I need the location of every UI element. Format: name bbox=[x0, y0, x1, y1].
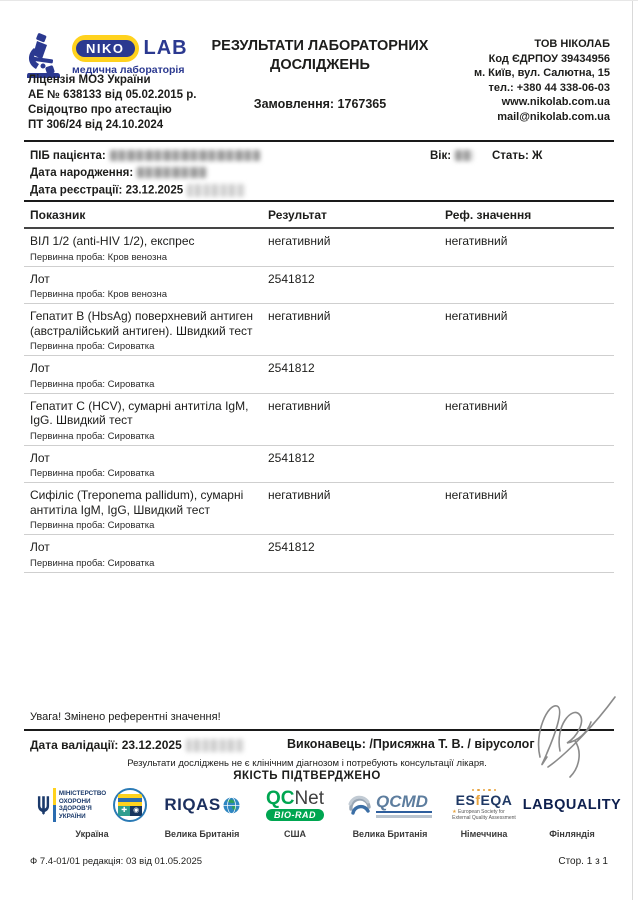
col-header-result: Результат bbox=[268, 208, 327, 222]
test-name: Гепатит С (HCV), сумарні антитіла IgM, IgG. Швидкий тест bbox=[30, 398, 249, 427]
license-line: ПТ 306/24 від 24.10.2024 bbox=[28, 119, 164, 131]
scan-edge-line bbox=[632, 1, 633, 900]
report-title bbox=[196, 37, 444, 75]
validation-row bbox=[30, 738, 244, 752]
table-row bbox=[24, 446, 614, 484]
qcnet-net: Net bbox=[294, 788, 325, 809]
brand-niko: NIKO bbox=[76, 40, 135, 57]
table-row bbox=[24, 229, 614, 267]
test-ref: негативний bbox=[445, 488, 508, 502]
biorad-pill: BIO-RAD bbox=[266, 809, 324, 821]
company-edrpou: Код ЄДРПОУ 39434956 bbox=[488, 52, 610, 65]
quality-confirmed-title: ЯКІСТЬ ПІДТВЕРДЖЕНО bbox=[233, 770, 381, 782]
patient-reg-row bbox=[30, 184, 614, 198]
patient-age-label: Вік: bbox=[430, 150, 452, 162]
test-name: Лот bbox=[30, 540, 50, 554]
moh-flag-bar bbox=[53, 788, 56, 822]
niko-pill bbox=[72, 35, 139, 62]
brand-tagline: медична лабораторія bbox=[72, 64, 185, 76]
logo-country: Німеччина bbox=[460, 829, 508, 839]
sample-type: Первинна проба: Сироватка bbox=[30, 557, 155, 569]
test-result: 2541812 bbox=[268, 271, 315, 286]
table-row bbox=[24, 483, 614, 535]
test-ref: негативний bbox=[445, 234, 508, 248]
logo-country: Фінляндія bbox=[549, 829, 595, 839]
test-ref: негативний bbox=[445, 398, 508, 413]
patient-birth-redacted bbox=[137, 167, 207, 178]
patient-reg-label: Дата реєстрації: bbox=[30, 184, 123, 197]
test-name: Лот bbox=[30, 361, 50, 375]
patient-name-row bbox=[30, 150, 614, 164]
company-phone: тел.: +380 44 338-06-03 bbox=[488, 81, 610, 94]
company-email: mail@nikolab.com.ua bbox=[497, 110, 610, 123]
brand-wordmark bbox=[72, 35, 188, 62]
qcmd-subtext-bar bbox=[376, 815, 432, 818]
test-result: 2541812 bbox=[268, 450, 315, 465]
logo-country: США bbox=[283, 829, 307, 839]
esfeqa-subtext-line: External Quality Assessment bbox=[452, 815, 516, 822]
col-header-reference: Реф. значення bbox=[445, 208, 532, 222]
validation-date: 23.12.2025 bbox=[121, 738, 182, 752]
logo-riqas bbox=[148, 783, 256, 839]
logo-qcmd bbox=[338, 783, 442, 839]
moh-text-line: ОХОРОНИ bbox=[58, 797, 91, 805]
col-header-indicator: Показник bbox=[30, 208, 86, 222]
table-row bbox=[24, 356, 614, 394]
logo-moh-ukraine bbox=[26, 783, 158, 839]
logo-country: Велика Британія bbox=[164, 829, 240, 839]
esfeqa-es: ES bbox=[455, 792, 476, 809]
table-row bbox=[24, 535, 614, 573]
company-info bbox=[474, 37, 610, 124]
sample-type: Первинна проба: Сироватка bbox=[30, 520, 155, 531]
patient-name-label: ПІБ пацієнта: bbox=[30, 150, 106, 162]
logo-country: Україна bbox=[75, 829, 109, 839]
license-block bbox=[28, 73, 197, 133]
test-name: ВІЛ 1/2 (anti-HIV 1/2), експрес bbox=[30, 234, 195, 248]
patient-birth-row bbox=[30, 167, 614, 181]
validation-label: Дата валідації: bbox=[30, 738, 119, 752]
sample-type: Первинна проба: Кров венозна bbox=[30, 289, 167, 300]
test-result: 2541812 bbox=[268, 361, 315, 375]
form-reference: Ф 7.4-01/01 редакція: 03 від 01.05.2025 bbox=[30, 856, 203, 867]
test-name: Гепатит В (HbsAg) поверхневий антиген (австралійський антиген). Швидкий тест bbox=[30, 309, 253, 338]
qcnet-qc: QC bbox=[265, 788, 295, 809]
table-row bbox=[24, 394, 614, 446]
sample-type: Первинна проба: Сироватка bbox=[30, 378, 155, 390]
page-number: Стор. 1 з 1 bbox=[558, 856, 608, 867]
moh-text bbox=[59, 790, 106, 820]
license-line: Ліцензія МОЗ України bbox=[28, 74, 151, 86]
patient-section bbox=[24, 140, 614, 201]
table-row bbox=[24, 304, 614, 356]
results-table bbox=[24, 200, 614, 573]
table-row bbox=[24, 267, 614, 305]
moh-text-line: ЗДОРОВ'Я bbox=[58, 805, 92, 812]
disclaimer-text: Результати досліджень не є клінічним діагнозом і потребують консультації лікаря. bbox=[127, 758, 487, 769]
sample-type: Первинна проба: Сироватка bbox=[30, 468, 155, 479]
logo-country: Велика Британія bbox=[352, 829, 428, 839]
qcmd-wordmark: QCMD bbox=[376, 792, 432, 813]
qcmd-swirl-icon bbox=[348, 793, 372, 817]
patient-age-row bbox=[430, 150, 473, 162]
esfeqa-subtext: ★ European Society for External Quality Assessment bbox=[452, 809, 516, 822]
tryzub-icon bbox=[37, 796, 50, 815]
report-title-line2: ДОСЛІДЖЕНЬ bbox=[270, 57, 370, 73]
brand-lab: LAB bbox=[143, 37, 188, 59]
test-name: Сифіліс (Treponema pallidum), сумарні антитіла IgM, IgG, Швидкий тест bbox=[30, 488, 244, 517]
test-result: негативний bbox=[268, 234, 331, 248]
esfeqa-subtext-line: European Society for bbox=[458, 809, 505, 816]
company-address: м. Київ, вул. Салютна, 15 bbox=[473, 67, 610, 79]
patient-birth-label: Дата народження: bbox=[30, 167, 134, 179]
patient-reg-date: 23.12.2025 bbox=[125, 184, 184, 197]
test-result: негативний bbox=[268, 309, 331, 323]
esfeqa-f: f bbox=[475, 792, 481, 809]
moh-text-line: МІНІСТЕРСТВО bbox=[58, 790, 107, 797]
table-header-row bbox=[24, 202, 614, 229]
esfeqa-eqa: EQA bbox=[480, 792, 513, 809]
test-result: 2541812 bbox=[268, 540, 315, 554]
executor-line: Виконавець: /Присяжна Т. В. / вірусолог bbox=[287, 737, 535, 751]
logo-labquality bbox=[522, 783, 622, 839]
company-name: ТОВ НІКОЛАБ bbox=[534, 38, 610, 50]
patient-reg-time-redacted bbox=[187, 184, 245, 197]
esfeqa-dots bbox=[472, 789, 497, 792]
order-number: Замовлення: 1767365 bbox=[253, 97, 387, 111]
sample-type: Первинна проба: Сироватка bbox=[30, 341, 155, 352]
company-website: www.nikolab.com.ua bbox=[501, 96, 610, 108]
moh-text-line: УКРАЇНИ bbox=[58, 812, 86, 820]
globe-icon bbox=[223, 797, 240, 814]
riqas-wordmark: RIQAS bbox=[164, 795, 221, 814]
test-name: Лот bbox=[30, 271, 50, 286]
sample-type: Первинна проба: Кров венозна bbox=[30, 251, 167, 263]
validation-time-redacted bbox=[186, 739, 244, 752]
report-title-line1: РЕЗУЛЬТАТИ ЛАБОРАТОРНИХ bbox=[211, 38, 429, 54]
test-name: Лот bbox=[30, 450, 50, 465]
license-line: Свідоцтво про атестацію bbox=[28, 104, 172, 116]
labquality-wordmark: LABQUALITY bbox=[522, 797, 622, 813]
patient-name-redacted bbox=[110, 150, 260, 161]
license-line: АЕ № 638133 від 05.02.2015 р. bbox=[28, 89, 197, 101]
reference-change-notice: Увага! Змінено референтні значення! bbox=[30, 711, 221, 723]
cert-badge-icon: ✚ ◉ bbox=[113, 788, 147, 822]
logo-esfeqa bbox=[440, 783, 528, 839]
sample-type: Первинна проба: Сироватка bbox=[30, 430, 155, 442]
test-result: негативний bbox=[268, 488, 331, 502]
test-result: негативний bbox=[268, 398, 331, 413]
test-ref: негативний bbox=[445, 309, 508, 323]
patient-sex: Стать: Ж bbox=[492, 150, 543, 162]
logo-qcnet-biorad bbox=[254, 783, 336, 839]
patient-age-redacted bbox=[455, 150, 473, 161]
